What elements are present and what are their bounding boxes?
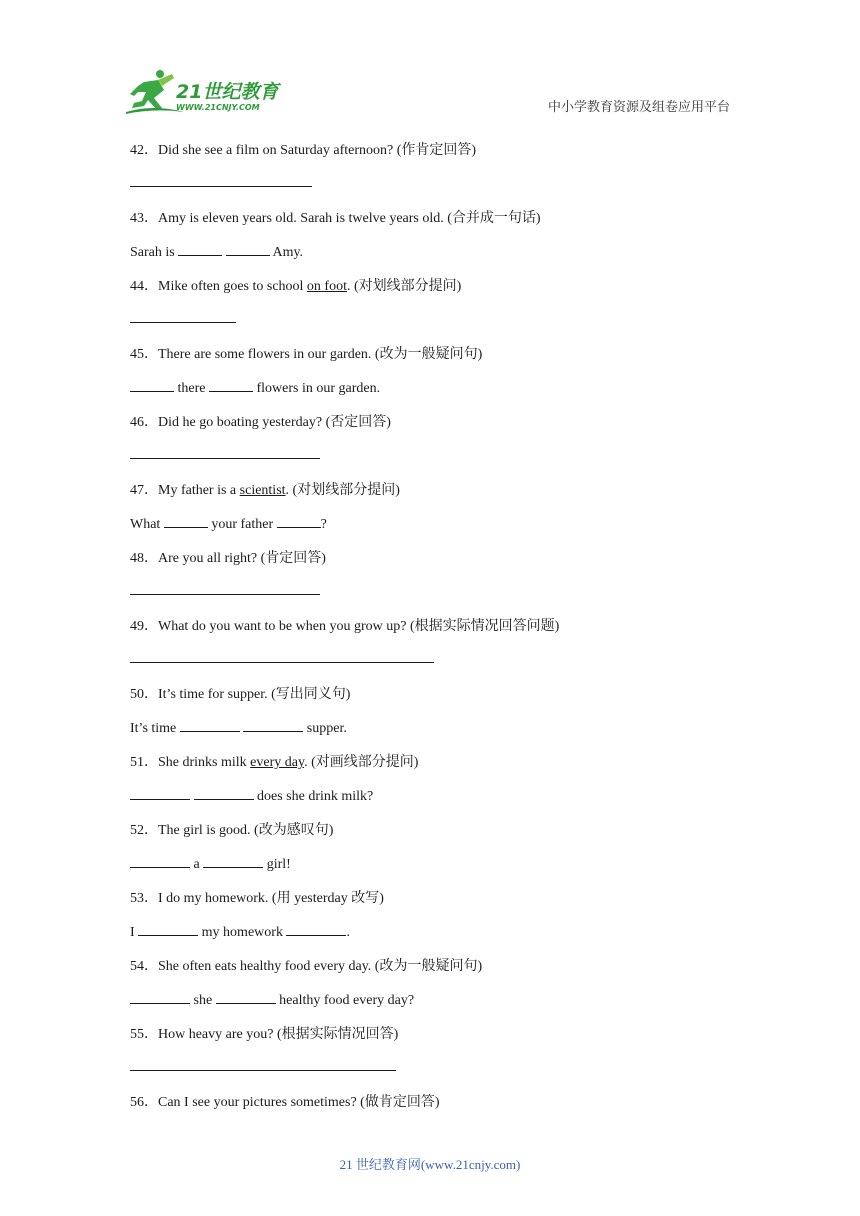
question-46 [130,406,730,440]
answer-53 [130,916,730,950]
question-number: 50． [130,687,158,702]
question-text: There are some flowers in our garden. (改为一般疑问句) [158,347,483,362]
fill-blank[interactable] [209,377,253,392]
answer-line[interactable] [130,168,730,202]
question-text: Amy is eleven years old. Sarah is twelve years old. (合并成一句话) [158,211,541,226]
question-text: . (对画线部分提问) [304,755,419,770]
answer-52 [130,848,730,882]
answer-text: ? [320,517,327,532]
question-51 [130,746,730,780]
answer-text: healthy food every day? [279,993,415,1008]
question-43 [130,202,730,236]
answer-text: I [130,925,135,940]
answer-line[interactable] [130,576,730,610]
question-text: Can I see your pictures sometimes? (做肯定回答) [158,1095,440,1110]
page-header [0,0,860,120]
question-text: . (对划线部分提问) [346,279,462,294]
answer-line[interactable] [130,440,730,474]
fill-blank[interactable] [277,513,321,528]
fill-blank[interactable] [130,785,190,800]
fill-blank[interactable] [243,717,303,732]
answer-text: . [346,925,350,940]
answer-text: Amy. [272,245,304,260]
runner-logo-icon [124,68,294,118]
fill-blank[interactable] [286,921,346,936]
question-number: 49． [130,619,158,634]
question-55 [130,1018,730,1052]
question-text: What do you want to be when you grow up? (根据实际情况回答问题) [158,619,560,634]
question-56 [130,1086,730,1120]
question-text: The girl is good. (改为感叹句) [158,823,334,838]
fill-blank[interactable] [216,989,276,1004]
answer-text: girl! [266,857,291,872]
answer-text: What [130,517,161,532]
logo-text: 21世纪教育 [176,81,279,103]
question-number: 51． [130,755,158,770]
page-footer: 21 世纪教育网(www.21cnjy.com) [339,1157,521,1172]
answer-text: It’s time [130,721,177,736]
answer-line[interactable] [130,304,730,338]
answer-text: a [193,857,200,872]
underlined-text: on foot [306,279,347,294]
fill-blank[interactable] [180,717,240,732]
answer-47 [130,508,730,542]
question-number: 43． [130,211,158,226]
question-number: 52． [130,823,158,838]
answer-text: there [177,381,206,396]
question-number: 47． [130,483,158,498]
answer-text: does she drink milk? [257,789,374,804]
question-text: My father is a [158,483,240,498]
question-54 [130,950,730,984]
question-text: It’s time for supper. (写出同义句) [158,687,351,702]
underlined-text: every day [250,755,305,770]
question-text: She often eats healthy food every day. (改为一般疑问句) [158,959,483,974]
fill-blank[interactable] [164,513,208,528]
fill-blank[interactable] [194,785,254,800]
question-52 [130,814,730,848]
question-number: 45． [130,347,158,362]
question-47 [130,474,730,508]
question-48 [130,542,730,576]
question-text: Did she see a film on Saturday afternoon? (作肯定回答) [158,143,477,158]
answer-line[interactable] [130,1052,730,1086]
question-44 [130,270,730,304]
answer-text: your father [211,517,274,532]
question-text: How heavy are you? (根据实际情况回答) [158,1027,399,1042]
question-text: Did he go boating yesterday? (否定回答) [158,415,391,430]
logo [124,68,294,118]
question-number: 44． [130,279,158,294]
question-42 [130,134,730,168]
logo-url-text: WWW.21CNJY.COM [176,103,260,112]
question-text: Mike often goes to school [158,279,307,294]
question-50 [130,678,730,712]
question-text: I do my homework. (用 yesterday 改写) [158,891,384,906]
question-53 [130,882,730,916]
question-number: 46． [130,415,158,430]
answer-51 [130,780,730,814]
question-number: 56． [130,1095,158,1110]
fill-blank[interactable] [130,989,190,1004]
answer-line[interactable] [130,644,730,678]
question-text: She drinks milk [158,755,251,770]
fill-blank[interactable] [138,921,198,936]
worksheet [130,134,730,1120]
answer-text: she [193,993,213,1008]
question-number: 48． [130,551,158,566]
answer-text: supper. [306,721,347,736]
answer-text: my homework [201,925,283,940]
question-text: . (对划线部分提问) [285,483,400,498]
question-number: 55． [130,1027,158,1042]
fill-blank[interactable] [203,853,263,868]
answer-43 [130,236,730,270]
fill-blank[interactable] [130,853,190,868]
question-49 [130,610,730,644]
platform-title: 中小学教育资源及组卷应用平台 [547,99,730,114]
answer-45 [130,372,730,406]
question-text: Are you all right? (肯定回答) [158,551,326,566]
fill-blank[interactable] [226,241,270,256]
fill-blank[interactable] [178,241,222,256]
question-number: 54． [130,959,158,974]
question-45 [130,338,730,372]
answer-54 [130,984,730,1018]
fill-blank[interactable] [130,377,174,392]
answer-text: flowers in our garden. [256,381,381,396]
underlined-text: scientist [239,483,286,498]
answer-50 [130,712,730,746]
answer-text: Sarah is [130,245,175,260]
question-number: 53． [130,891,158,906]
question-number: 42． [130,143,158,158]
